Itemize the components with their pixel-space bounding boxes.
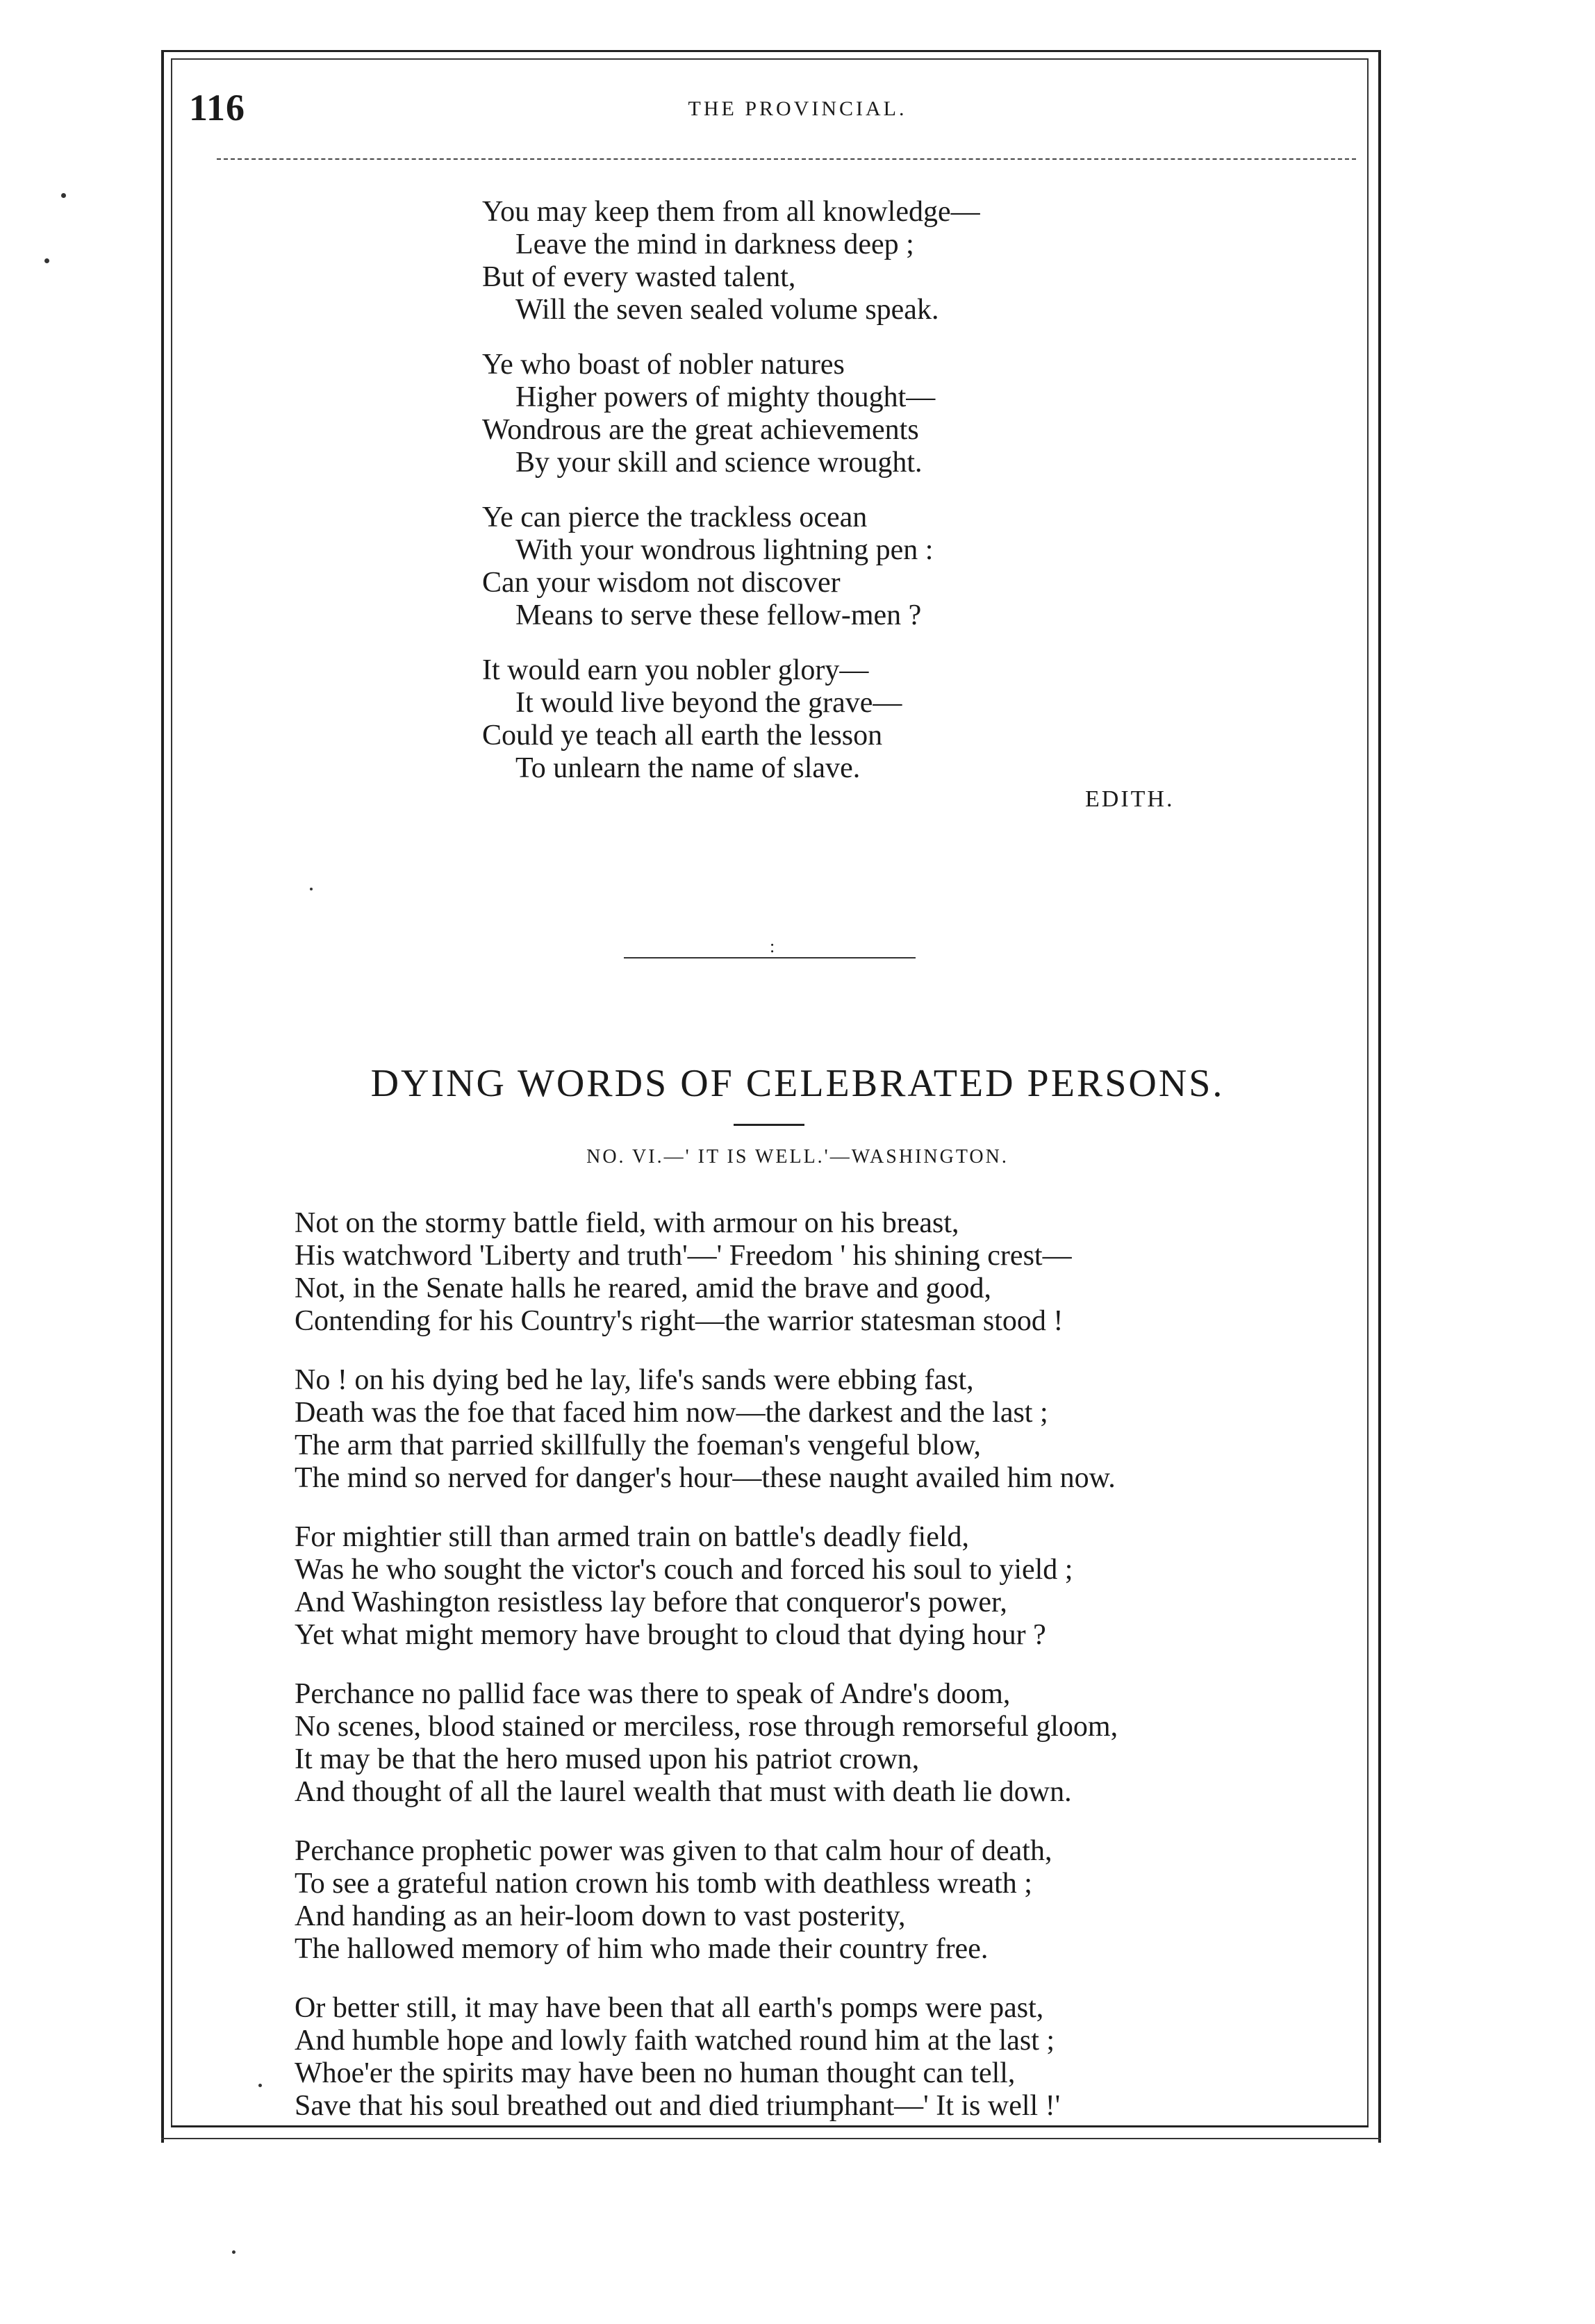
poem-two-stanza [295,1992,1118,2123]
verse-line: It would earn you nobler glory— [482,654,869,686]
verse-line: Higher powers of mighty thought— [515,381,936,413]
separator-mark: : [770,936,775,956]
verse-line: Whoe'er the spirits may have been no human thought can tell, [295,2057,1016,2089]
article-title: DYING WORDS OF CELEBRATED PERSONS. [370,1062,1225,1105]
verse-line: To see a grateful nation crown his tomb with deathless wreath ; [295,1868,1032,1900]
article-subtitle: NO. VI.—' IT IS WELL.'—WASHINGTON. [586,1146,1009,1168]
verse-line: And Washington resistless lay before that conqueror's power, [295,1586,1007,1618]
verse-line: The arm that parried skillfully the foeman's vengeful blow, [295,1429,982,1461]
verse-line: It may be that the hero mused upon his patriot crown, [295,1743,920,1775]
verse-line: Leave the mind in darkness deep ; [515,229,914,260]
scan-speck [232,2250,235,2254]
verse-line: The hallowed memory of him who made their country free. [295,1933,989,1965]
verse-line: His watchword 'Liberty and truth'—' Freedom ' his shining crest— [295,1240,1072,1272]
verse-line: Death was the foe that faced him now—the darkest and the last ; [295,1397,1048,1429]
verse-line: For mightier still than armed train on battle's deadly field, [295,1521,970,1553]
verse-line: Perchance no pallid face was there to speak of Andre's doom, [295,1678,1011,1710]
verse-line: Will the seven sealed volume speak. [515,294,939,326]
poem-one-stanza [482,501,980,632]
poem-one-stanza [482,654,980,785]
verse-line: By your skill and science wrought. [515,447,923,479]
poem-one-stanza [482,349,980,479]
poem-two [295,1207,1118,2149]
poem-one-stanza [482,196,980,326]
scan-speck [44,258,49,263]
verse-line: Was he who sought the victor's couch and forced his soul to yield ; [295,1554,1073,1586]
header-rule [217,158,1356,160]
scan-speck [61,193,66,198]
poem-two-stanza [295,1835,1118,1966]
scan-speck [310,888,313,890]
verse-line: And thought of all the laurel wealth that must with death lie down. [295,1776,1072,1808]
title-rule [734,1124,804,1126]
verse-line: Yet what might memory have brought to cloud that dying hour ? [295,1619,1046,1651]
verse-line: But of every wasted talent, [482,261,796,293]
verse-line: Could ye teach all earth the lesson [482,720,883,752]
author-signature: EDITH. [1085,786,1175,812]
poem-two-stanza [295,1207,1118,1338]
section-separator-rule [624,957,916,958]
verse-line: Perchance prophetic power was given to that calm hour of death, [295,1835,1052,1867]
verse-line: With your wondrous lightning pen : [515,534,934,566]
verse-line: No ! on his dying bed he lay, life's sands were ebbing fast, [295,1364,974,1396]
verse-line: And handing as an heir-loom down to vast posterity, [295,1900,906,1932]
poem-two-stanza [295,1678,1118,1809]
verse-line: Or better still, it may have been that all earth's pomps were past, [295,1992,1044,2024]
verse-line: Ye can pierce the trackless ocean [482,501,868,533]
verse-line: Not on the stormy battle field, with armour on his breast, [295,1207,959,1239]
verse-line: Can your wisdom not discover [482,567,841,599]
verse-line: Means to serve these fellow-men ? [515,599,922,631]
running-title: THE PROVINCIAL. [688,97,907,120]
verse-line: You may keep them from all knowledge— [482,196,980,228]
poem-two-stanza [295,1521,1118,1652]
poem-one [482,196,980,807]
verse-line: No scenes, blood stained or merciless, rose through remorseful gloom, [295,1711,1118,1743]
verse-line: Contending for his Country's right—the warrior statesman stood ! [295,1305,1064,1337]
verse-line: Not, in the Senate halls he reared, amid the brave and good, [295,1272,991,1304]
verse-line: It would live beyond the grave— [515,687,902,719]
verse-line: Save that his soul breathed out and died triumphant—' It is well !' [295,2090,1061,2122]
page-number: 116 [189,87,246,128]
verse-line: Wondrous are the great achievements [482,414,919,446]
verse-line: And humble hope and lowly faith watched round him at the last ; [295,2025,1055,2057]
scan-speck [258,2084,262,2087]
verse-line: Ye who boast of nobler natures [482,349,845,381]
verse-line: The mind so nerved for danger's hour—these naught availed him now. [295,1462,1116,1494]
poem-two-stanza [295,1364,1118,1495]
verse-line: To unlearn the name of slave. [515,752,861,784]
